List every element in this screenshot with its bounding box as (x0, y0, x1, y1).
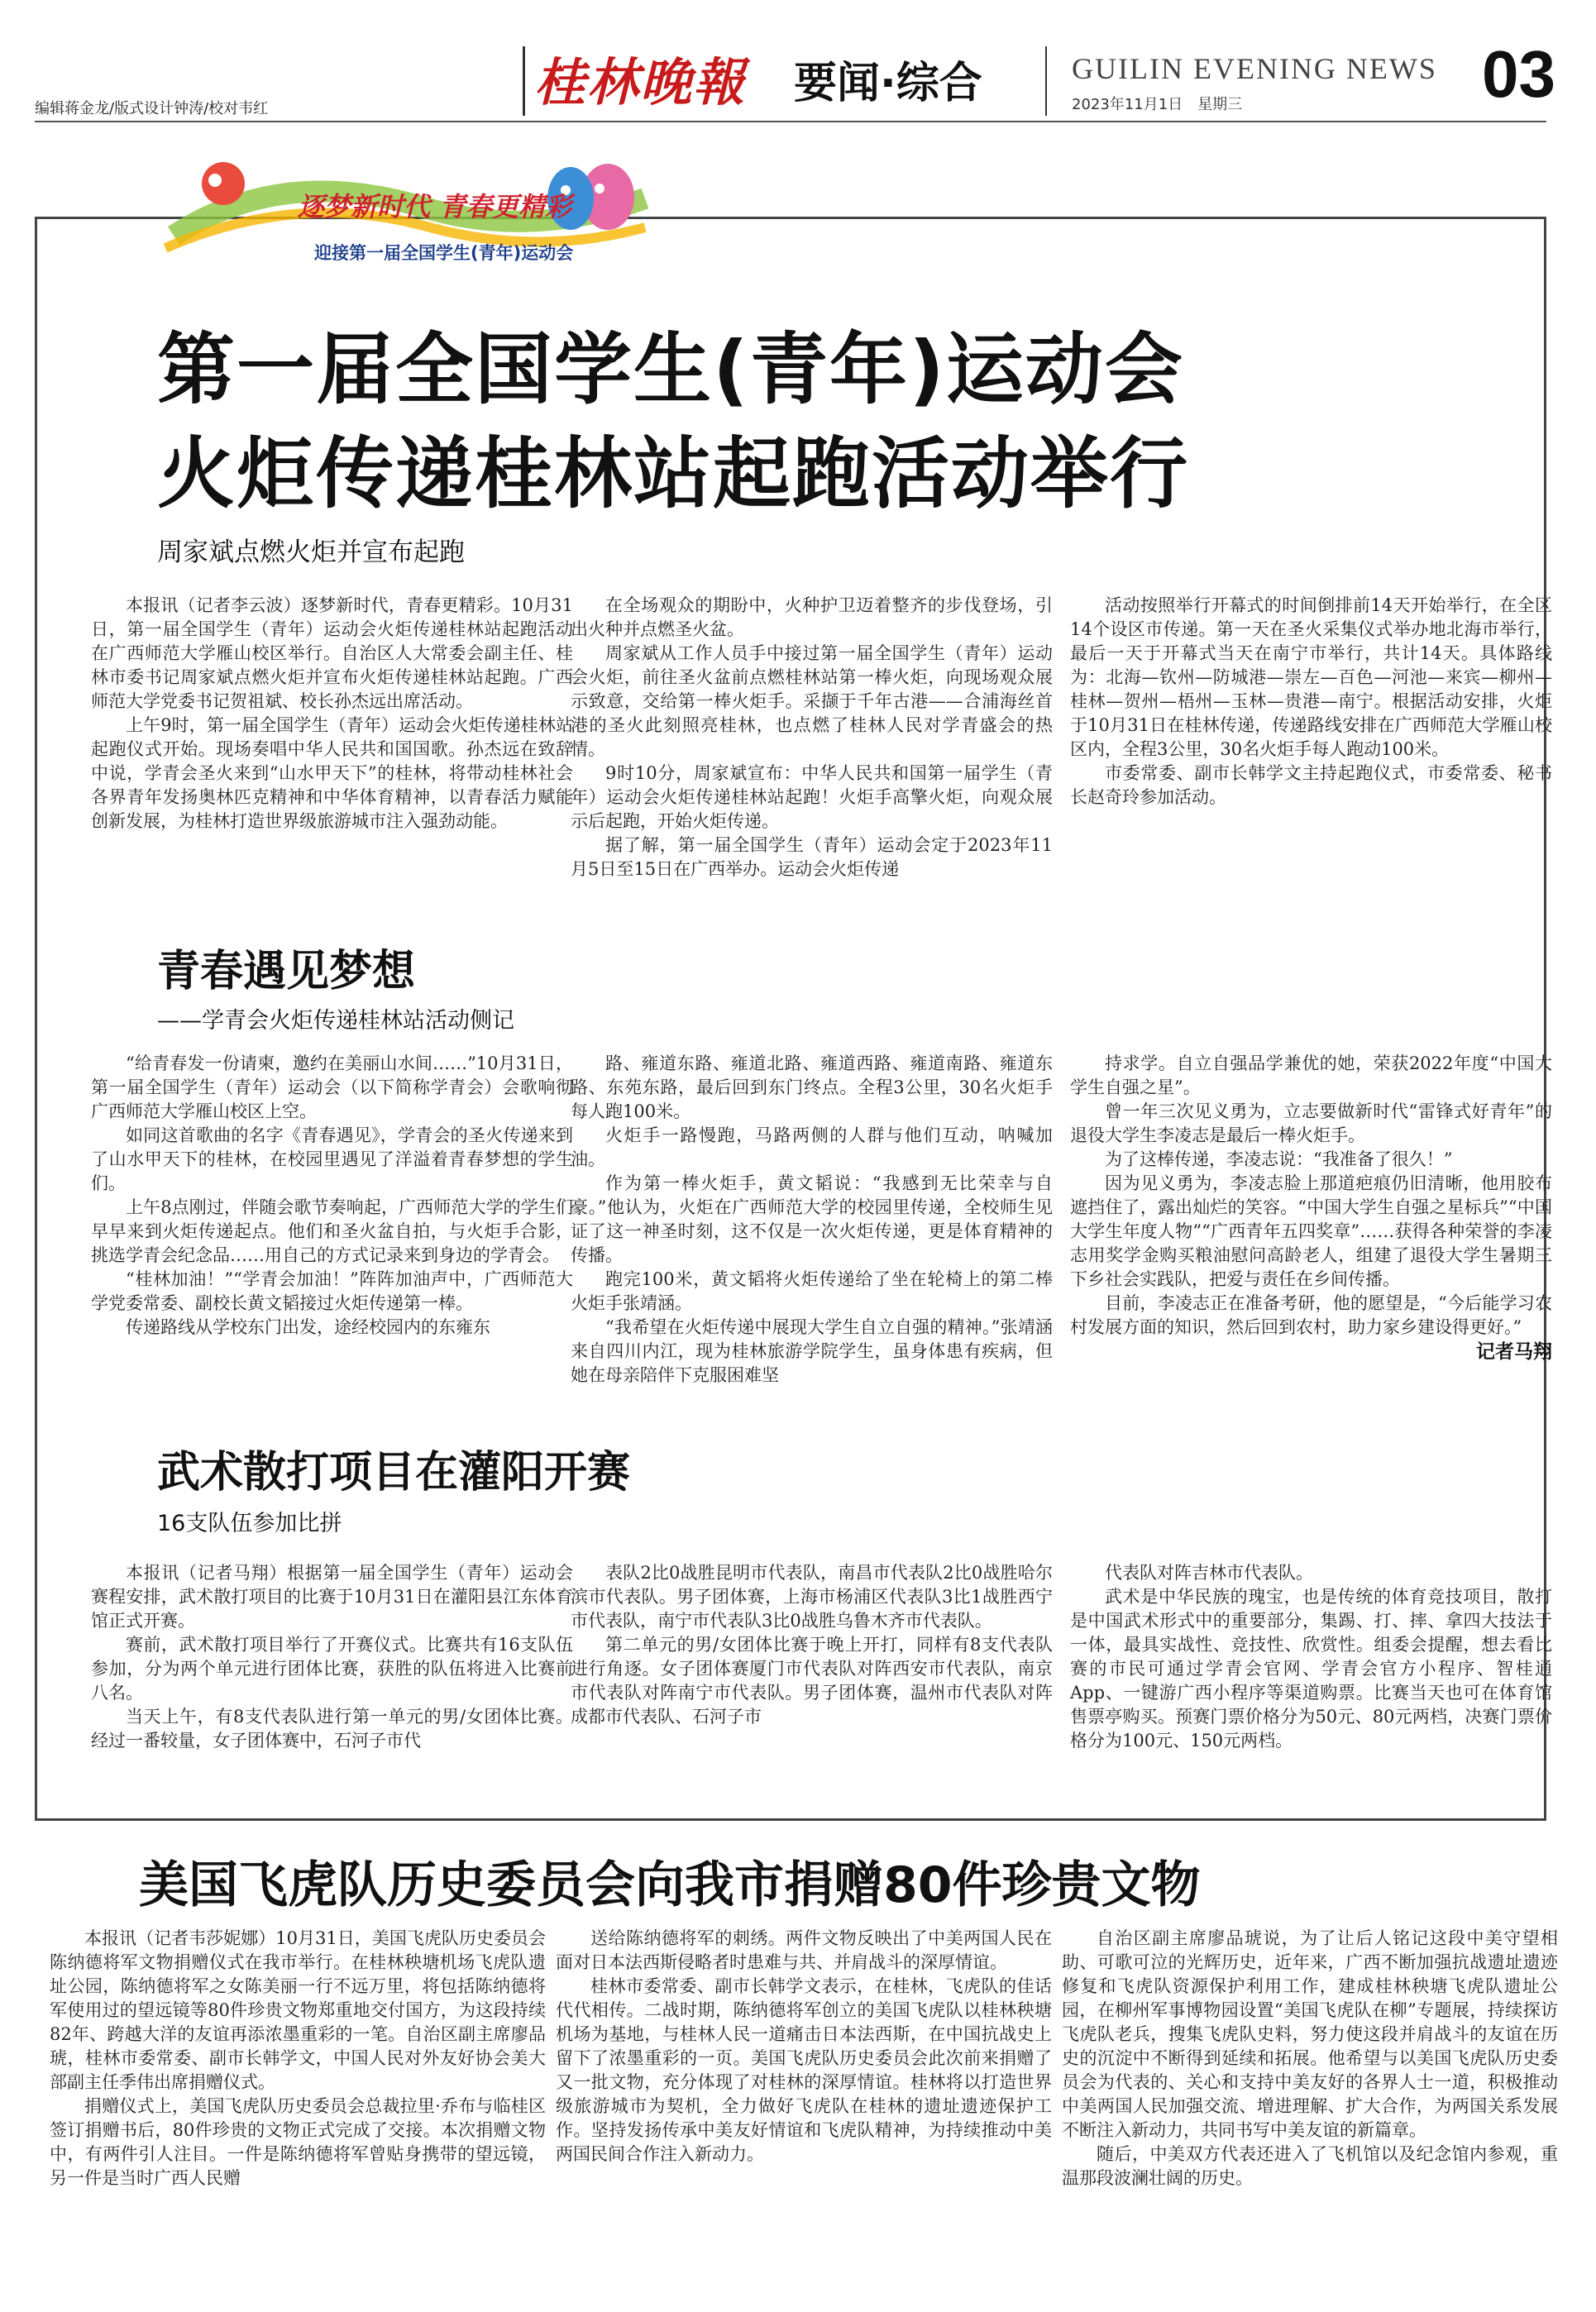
headline-line-2: 火炬传递桂林站起跑活动举行 (157, 429, 1190, 519)
page-number: 03 (1482, 37, 1555, 111)
paragraph: 路、雍道东路、雍道北路、雍道西路、雍道南路、雍道东路、东苑东路，最后回到东门终点。全程3公里，30名火炬手每人跑100米。 (571, 1053, 1053, 1121)
paragraph: 周家斌从工作人员手中接过第一届全国学生（青年）运动会火炬，前往圣火盆前点燃桂林站第一棒火炬，向现场观众展示致意，交给第一棒火炬手。采撷于千年古港——合浦海丝首港的圣火此刻照亮桂林，也点燃了桂林人民对学青盛会的热情。 (571, 643, 1053, 759)
article3-headline: 武术散打项目在灌阳开赛 (157, 1448, 631, 1498)
paragraph: 上午9时，第一届全国学生（青年）运动会火炬传递桂林站起跑仪式开始。现场奏唱中华人民共和国国歌。孙杰远在致辞中说，学青会圣火来到“山水甲天下”的桂林，将带动桂林社会各界青年发扬奥林匹克精神和中华体育精神，以青春活力赋能创新发展，为桂林打造世界级旅游城市注入强劲动能。 (91, 715, 573, 831)
article2-subtitle: ——学青会火炬传递桂林站活动侧记 (157, 1008, 514, 1034)
paragraph: 上午8点刚过，伴随会歌节奏响起，广西师范大学的学生们早早来到火炬传递起点。他们和圣火盆自拍，与火炬手合影，挑选学青会纪念品……用自己的方式记录来到身边的学青会。 (91, 1197, 573, 1265)
article1-col3 (1070, 594, 1552, 810)
banner-subtitle: 迎接第一届全国学生(青年)运动会 (314, 243, 574, 263)
paragraph: 桂林市委常委、副市长韩学文表示，在桂林，飞虎队的佳话代代相传。二战时期，陈纳德将军创立的美国飞虎队以桂林秧塘机场为基地，与桂林人民一道痛击日本法西斯，在中国抗战史上留下了浓墨重彩的一页。美国飞虎队历史委员会此次前来捐赠了又一批文物，充分体现了对桂林的深厚情谊。桂林将以打造世界级旅游城市为契机，全力做好飞虎队在桂林的遗址遗迹保护工作。坚持发扬传承中美友好情谊和飞虎队精神，为持续推动中美两国民间合作注入新动力。 (556, 1976, 1052, 2164)
paragraph: “桂林加油！”“学青会加油！”阵阵加油声中，广西师范大学党委常委、副校长黄文韬接过火炬传递第一棒。 (91, 1269, 573, 1313)
editor-credit: 编辑蒋金龙/版式设计钟涛/校对韦红 (35, 100, 269, 117)
article2-col2 (571, 1052, 1053, 1388)
article1-col2 (571, 594, 1053, 881)
paragraph: “我希望在火炬传递中展现大学生自立自强的精神。”张靖涵来自四川内江，现为桂林旅游学院学生，虽身体患有疾病，但她在母亲陪伴下克服困难坚 (571, 1317, 1053, 1385)
paragraph: “给青春发一份请柬，邀约在美丽山水间……”10月31日，第一届全国学生（青年）运动会（以下简称学青会）会歌响彻广西师范大学雁山校区上空。 (91, 1053, 573, 1121)
paragraph: 本报讯（记者韦莎妮娜）10月31日，美国飞虎队历史委员会陈纳德将军文物捐赠仪式在我市举行。在桂林秧塘机场飞虎队遗址公园，陈纳德将军之女陈美丽一行不远万里，将包括陈纳德将军使用过的望远镜等80件珍贵文物郑重地交付国方，为这段持续82年、跨越大洋的友谊再添浓墨重彩的一笔。自治区副主席廖品琥，桂林市委常委、副市长韩学文，中国人民对外友好协会美大部副主任季伟出席捐赠仪式。 (50, 1928, 546, 2092)
paragraph: 表队2比0战胜昆明市代表队，南昌市代表队2比0战胜哈尔滨市代表队。男子团体赛，上海市杨浦区代表队3比1战胜西宁市代表队，南宁市代表队3比0战胜乌鲁木齐市代表队。 (571, 1563, 1053, 1631)
paragraph: 送给陈纳德将军的刺绣。两件文物反映出了中美两国人民在面对日本法西斯侵略者时患难与共、并肩战斗的深厚情谊。 (556, 1928, 1052, 1972)
paragraph: 传递路线从学校东门出发，途经校园内的东雍东 (126, 1317, 490, 1337)
paragraph: 武术是中华民族的瑰宝，也是传统的体育竞技项目，散打是中国武术形式中的重要部分，集踢、打、摔、拿四大技法于一体，最具实战性、竞技性、欣赏性。组委会提醒，想去看比赛的市民可通过学青会官网、学青会官方小程序、智桂通App、一键游广西小程序等渠道购票。比赛当天也可在体育馆售票亭购买。预赛门票价格分为50元、80元两档，决赛门票价格分为100元、150元两档。 (1070, 1587, 1552, 1751)
article3-col1 (91, 1561, 573, 1753)
paragraph: 赛前，武术散打项目举行了开赛仪式。比赛共有16支队伍参加，分为两个单元进行团体比赛，获胜的队伍将进入比赛前八名。 (91, 1635, 573, 1703)
newspaper-logo: 桂林晚報 (534, 52, 747, 112)
paragraph: 市委常委、副市长韩学文主持起跑仪式，市委常委、秘书长赵奇玲参加活动。 (1070, 763, 1552, 807)
article3-col3 (1070, 1561, 1552, 1753)
article1-headline (157, 318, 1189, 527)
article4-headline: 美国飞虎队历史委员会向我市捐赠80件珍贵文物 (139, 1856, 1201, 1914)
article4-col1 (50, 1927, 546, 2190)
paragraph: 9时10分，周家斌宣布：中华人民共和国第一届学生（青年）运动会火炬传递桂林站起跑！火炬手高擎火炬，向观众展示后起跑，开始火炬传递。 (571, 763, 1053, 831)
article2-headline: 青春遇见梦想 (157, 947, 416, 996)
banner-slogan: 逐梦新时代 青春更精彩 (298, 191, 572, 222)
paragraph: 如同这首歌曲的名字《青春遇见》，学青会的圣火传递来到了山水甲天下的桂林，在校园里遇见了洋溢着青春梦想的学生们。 (91, 1125, 573, 1193)
paragraph: 据了解，第一届全国学生（青年）运动会定于2023年11月5日至15日在广西举办。运动会火炬传递 (571, 835, 1053, 879)
masthead-divider-2 (1045, 46, 1047, 116)
article3-subtitle: 16支队伍参加比拼 (157, 1511, 342, 1536)
paragraph: 自治区副主席廖品琥说，为了让后人铭记这段中美守望相助、可歌可泣的光辉历史，近年来，广西不断加强抗战遗址遗迹修复和飞虎队资源保护利用工作，建成桂林秧塘飞虎队遗址公园，在柳州军事博物园设置“美国飞虎队在柳”专题展，持续探访飞虎队老兵，搜集飞虎队史料，努力使这段并肩战斗的友谊在历史的沉淀中不断得到延续和拓展。他希望与以美国飞虎队历史委员会为代表的、关心和支持中美友好的各界人士一道，积极推动中美两国人民加强交流、增进理解、扩大合作，为两国关系发展不断注入新动力，共同书写中美友谊的新篇章。 (1062, 1928, 1558, 2140)
article2-byline: 记者马翔 (1476, 1340, 1552, 1363)
paragraph: 目前，李凌志正在准备考研，他的愿望是，“今后能学习农村发展方面的知识，然后回到农村，助力家乡建设得更好。” (1070, 1293, 1552, 1337)
paragraph: 火炬手一路慢跑，马路两侧的人群与他们互动，呐喊加油。 (571, 1125, 1053, 1169)
article4-col2 (556, 1927, 1052, 2166)
paragraph: 活动按照举行开幕式的时间倒排前14天开始举行，在全区14个设区市传递。第一天在圣火采集仪式举办地北海市举行，最后一天于开幕式当天在南宁市举行，共计14天。具体路线为：北海—钦州—防城港—崇左—百色—河池—来宾—柳州—桂林—贺州—梧州—玉林—贵港—南宁。根据活动安排，火炬于10月31日在桂林传递，传递路线安排在广西师范大学雁山校区内，全程3公里，30名火炬手每人跑动100米。 (1070, 595, 1552, 759)
paragraph: 曾一年三次见义勇为，立志要做新时代“雷锋式好青年”的退役大学生李凌志是最后一棒火炬手。 (1070, 1101, 1552, 1145)
english-title: GUILIN EVENING NEWS (1072, 52, 1437, 85)
article1-col1 (91, 594, 573, 834)
headline-line-1: 第一届全国学生(青年)运动会 (157, 325, 1184, 415)
paragraph: 因为见义勇为，李凌志脸上那道疤痕仍旧清晰，他用胶布遮挡住了，露出灿烂的笑容。“中国大学生自强之星标兵”“中国大学生年度人物”“广西青年五四奖章”……获得各种荣誉的李凌志用奖学金购买粮油慰问高龄老人，组建了退役大学生暑期三下乡社会实践队，把爱与责任在乡间传播。 (1070, 1173, 1552, 1289)
paragraph: 随后，中美双方代表还进入了飞机馆以及纪念馆内参观，重温那段波澜壮阔的历史。 (1062, 2144, 1558, 2188)
section-title: 要闻·综合 (794, 59, 982, 108)
paragraph: 第二单元的男/女团体比赛于晚上开打，同样有8支代表队进行角逐。女子团体赛厦门市代表队对阵西安市代表队，南京市代表队对阵南宁市代表队。男子团体赛，温州市代表队对阵成都市代表队、石河子市 (571, 1635, 1053, 1727)
masthead-divider (523, 46, 525, 116)
masthead-rule (35, 121, 1546, 122)
article2-col3 (1070, 1052, 1552, 1364)
paragraph: 为了这棒传递，李凌志说：“我准备了很久！” (1105, 1149, 1453, 1169)
issue-date: 2023年11月1日 星期三 (1072, 96, 1243, 113)
article1-subtitle: 周家斌点燃火炬并宣布起跑 (157, 537, 465, 567)
paragraph: 持求学。自立自强品学兼优的她，荣获2022年度“中国大学生自强之星”。 (1070, 1053, 1552, 1097)
paragraph: 本报讯（记者李云波）逐梦新时代，青春更精彩。10月31日，第一届全国学生（青年）运动会火炬传递桂林站起跑活动在广西师范大学雁山校区举行。自治区人大常委会副主任、桂林市委书记周家斌点燃火炬并宣布火炬传递桂林站起跑。广西师范大学党委书记贺祖斌、校长孙杰远出席活动。 (91, 595, 573, 711)
paragraph: 作为第一棒火炬手，黄文韬说：“我感到无比荣幸与自豪。”他认为，火炬在广西师范大学的校园里传递，全校师生见证了这一神圣时刻，这不仅是一次火炬传递，更是体育精神的传播。 (571, 1173, 1053, 1265)
paragraph: 代表队对阵吉林市代表队。 (1105, 1563, 1313, 1583)
article2-col1 (91, 1052, 573, 1340)
paragraph: 本报讯（记者马翔）根据第一届全国学生（青年）运动会赛程安排，武术散打项目的比赛于10月31日在灌阳县江东体育馆正式开赛。 (91, 1563, 573, 1631)
paragraph: 捐赠仪式上，美国飞虎队历史委员会总裁拉里·乔布与临桂区签订捐赠书后，80件珍贵的文物正式完成了交接。本次捐赠文物中，有两件引人注目。一件是陈纳德将军曾贴身携带的望远镜，另一件是当时广西人民赠 (50, 2096, 546, 2188)
article4-col3 (1062, 1927, 1558, 2190)
paragraph: 当天上午，有8支代表队进行第一单元的男/女团体比赛。经过一番较量，女子团体赛中，石河子市代 (91, 1707, 573, 1751)
article3-col2 (571, 1561, 1053, 1729)
paragraph: 跑完100米，黄文韬将火炬传递给了坐在轮椅上的第二棒火炬手张靖涵。 (571, 1269, 1053, 1313)
paragraph: 在全场观众的期盼中，火种护卫迈着整齐的步伐登场，引出火种并点燃圣火盆。 (571, 595, 1053, 639)
